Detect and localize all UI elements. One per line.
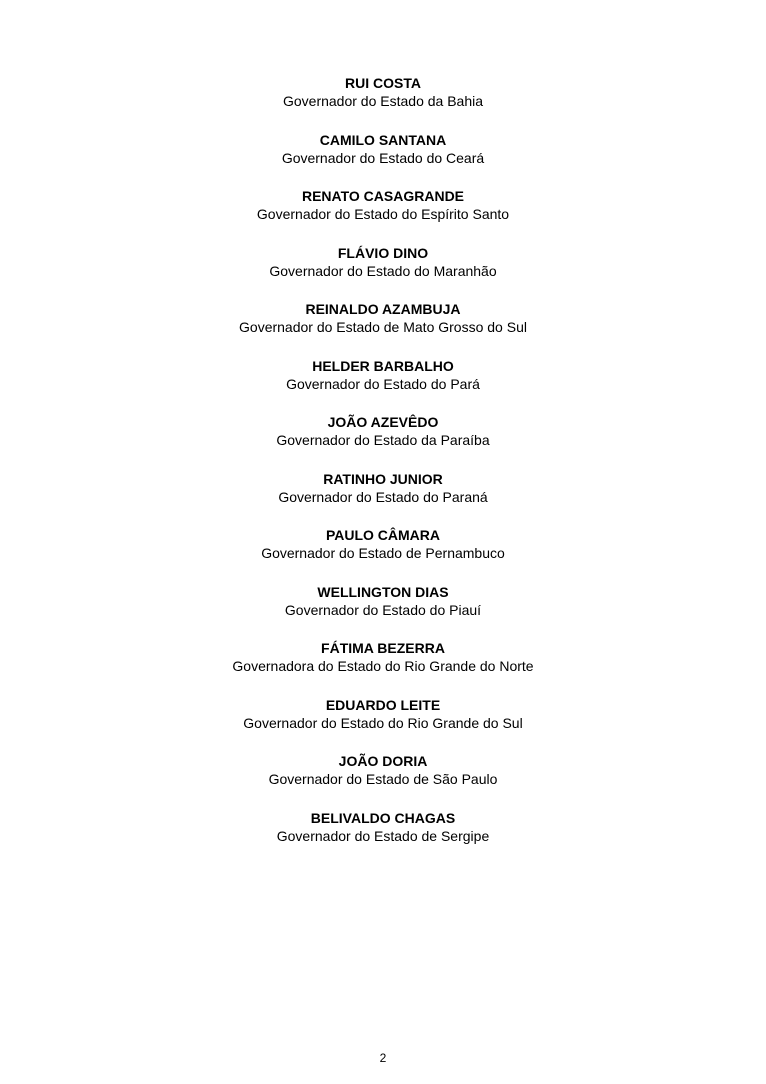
signatory-title: Governador do Estado do Pará bbox=[286, 375, 480, 392]
signatory-title: Governador do Estado de Sergipe bbox=[276, 827, 490, 844]
signatory-title: Governador do Estado do Paraná bbox=[278, 488, 488, 505]
signatory-title: Governador do Estado da Paraíba bbox=[276, 432, 490, 448]
signatory-title: Governador do Estado da Bahia bbox=[282, 93, 484, 109]
signatory-name: RENATO CASAGRANDE bbox=[301, 188, 465, 204]
signatory-title: Governadora do Estado do Rio Grande do Norte bbox=[232, 658, 534, 674]
signatory-title: Governador do Estado do Espírito Santo bbox=[256, 206, 510, 222]
signatory-name: BELIVALDO CHAGAS bbox=[310, 809, 456, 826]
signatory-name: WELLINGTON DIAS bbox=[317, 583, 449, 600]
signatory-name: FLÁVIO DINO bbox=[337, 244, 429, 261]
signatory-name: RATINHO JUNIOR bbox=[323, 470, 443, 487]
signatory-name: JOÃO DORIA bbox=[338, 753, 428, 769]
signatory-name: FÁTIMA BEZERRA bbox=[321, 640, 445, 656]
signatory-block bbox=[0, 74, 766, 131]
signatory-title: Governador do Estado de Mato Grosso do Sul bbox=[239, 319, 527, 335]
signatory-block bbox=[0, 187, 766, 244]
signatory-block bbox=[0, 244, 766, 301]
signatory-block bbox=[0, 357, 766, 414]
signatory-list bbox=[0, 74, 766, 865]
signatory-title: Governador do Estado do Maranhão bbox=[269, 262, 497, 279]
signatory-title: Governador do Estado do Piauí bbox=[284, 601, 482, 618]
signatory-name: REINALDO AZAMBUJA bbox=[305, 301, 461, 317]
page-number: 2 bbox=[379, 1051, 387, 1065]
signatory-title: Governador do Estado do Rio Grande do Sul bbox=[243, 714, 523, 731]
signatory-block bbox=[0, 583, 766, 640]
signatory-block bbox=[0, 809, 766, 866]
signatory-block bbox=[0, 639, 766, 696]
signatory-name: EDUARDO LEITE bbox=[325, 696, 441, 713]
signatory-title: Governador do Estado do Ceará bbox=[281, 149, 485, 166]
signatory-block bbox=[0, 752, 766, 809]
signatory-name: HELDER BARBALHO bbox=[312, 357, 454, 374]
signatory-block bbox=[0, 300, 766, 357]
signatory-block bbox=[0, 413, 766, 470]
signatory-block bbox=[0, 526, 766, 583]
signatory-name: CAMILO SANTANA bbox=[319, 131, 447, 148]
signatory-title: Governador do Estado de Pernambuco bbox=[261, 545, 505, 561]
signatory-block bbox=[0, 131, 766, 188]
signatory-name: RUI COSTA bbox=[345, 75, 421, 91]
signatory-title: Governador do Estado de São Paulo bbox=[268, 771, 498, 787]
signatory-name: JOÃO AZEVÊDO bbox=[327, 414, 439, 430]
signatory-block bbox=[0, 696, 766, 753]
signatory-block bbox=[0, 470, 766, 527]
signatory-name: PAULO CÂMARA bbox=[325, 527, 441, 543]
